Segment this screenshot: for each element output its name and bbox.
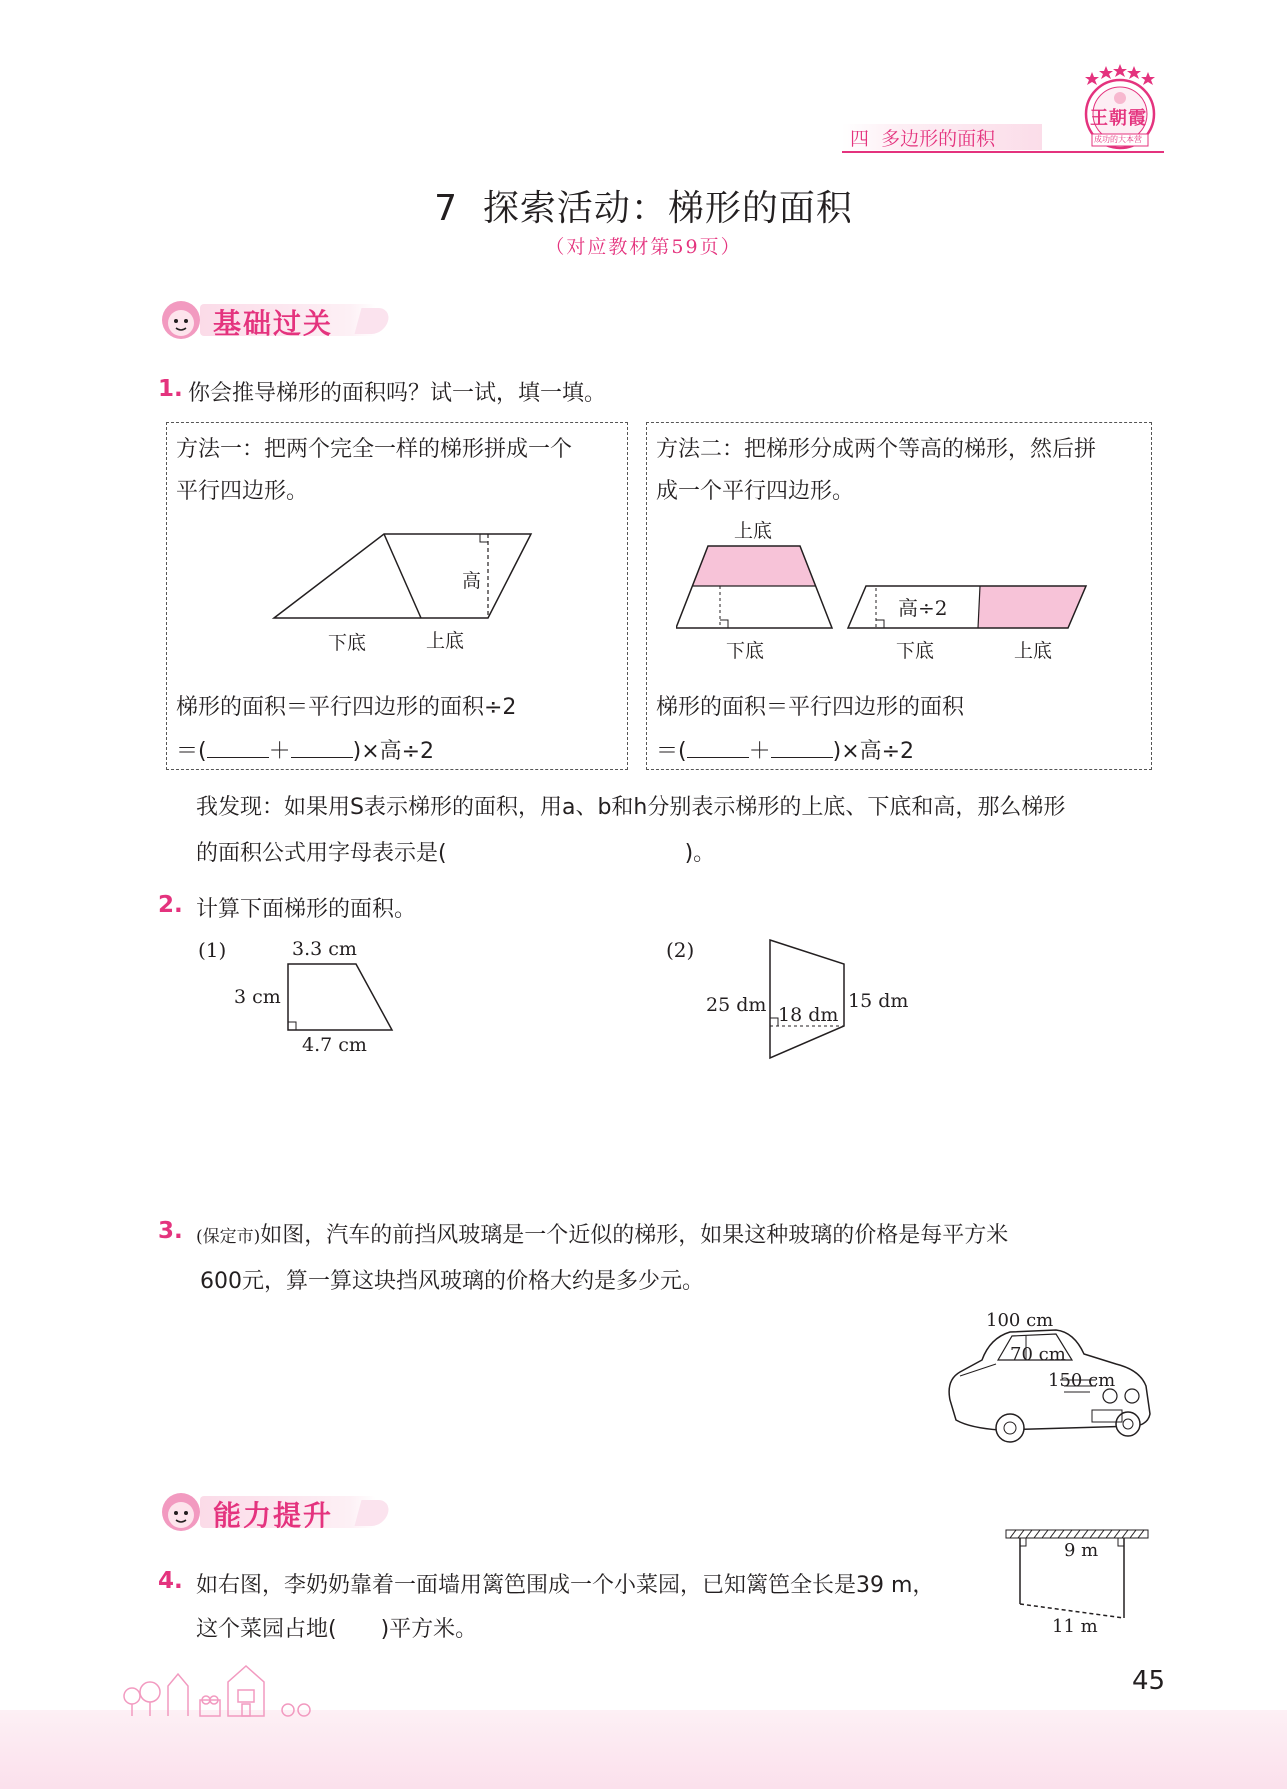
q3-bottom-length: 150 cm — [1048, 1370, 1116, 1391]
footer-decoration-icon — [118, 1656, 328, 1718]
q2-p1-height: 3 cm — [234, 986, 281, 1008]
q4-bottom-length: 11 m — [1052, 1616, 1098, 1637]
formula-plus: ＋ — [268, 739, 291, 764]
method2-trapezoid-figure — [676, 540, 836, 636]
method2-formula1: 梯形的面积＝平行四边形的面积 — [656, 695, 965, 720]
section-title-basic: 基础过关 — [213, 307, 334, 340]
girl-mascot-icon — [158, 1490, 204, 1534]
answer-blank-4[interactable] — [771, 739, 833, 758]
q2-part2-label: (2) — [666, 938, 695, 962]
girl-mascot-icon — [158, 298, 204, 342]
q1-discover-line1: 我发现：如果用S表示梯形的面积，用a、b和h分别表示梯形的上底、下底和高，那么梯形 — [196, 795, 1066, 820]
method2-formula2 — [656, 734, 914, 765]
method2-label-bottom-left: 下底 — [726, 640, 765, 662]
q3-line1 — [196, 1218, 1008, 1249]
q2-p2-left-length: 25 dm — [706, 994, 767, 1016]
answer-blank-1[interactable] — [207, 739, 269, 758]
method2-label-top-right: 上底 — [1014, 640, 1053, 662]
section-title-advanced: 能力提升 — [213, 1499, 334, 1532]
q4-line1: 如右图，李奶奶靠着一面墙用篱笆围成一个小菜园，已知篱笆全长是39 m， — [196, 1573, 935, 1598]
q2-trapezoid-2 — [766, 934, 848, 1062]
q1-text: 你会推导梯形的面积吗？试一试，填一填。 — [188, 381, 607, 406]
publisher-logo — [1072, 62, 1160, 154]
answer-blank-3[interactable] — [687, 739, 749, 758]
q2-number: 2. — [158, 892, 183, 918]
q3-line2: 600元，算一算这块挡风玻璃的价格大约是多少元。 — [200, 1269, 704, 1294]
q2-part1-label: (1) — [198, 938, 227, 962]
q2-p2-height: 18 dm — [778, 1004, 839, 1026]
method2-line1: 方法二：把梯形分成两个等高的梯形，然后拼 — [656, 437, 1097, 462]
method2-parallelogram-figure — [846, 582, 1092, 632]
answer-blank-2[interactable] — [291, 739, 353, 758]
section-banner-basic — [158, 298, 398, 342]
q4-line2: 这个菜园占地( )平方米。 — [196, 1617, 478, 1642]
discover-suffix: )。 — [684, 841, 716, 866]
method2-label-bottom-right: 下底 — [896, 640, 935, 662]
method1-parallelogram-figure — [266, 524, 546, 654]
q3-text: 如图，汽车的前挡风玻璃是一个近似的梯形，如果这种玻璃的价格是每平方米 — [260, 1223, 1009, 1248]
formula-prefix: ＝( — [176, 739, 207, 764]
method1-formula2 — [176, 734, 434, 765]
method1-label-height: 高 — [462, 570, 482, 592]
q1-number: 1. — [158, 376, 183, 402]
method1-formula1: 梯形的面积＝平行四边形的面积÷2 — [176, 695, 517, 720]
section-banner-advanced — [158, 1490, 398, 1534]
method2-line2: 成一个平行四边形。 — [656, 479, 855, 504]
q2-text: 计算下面梯形的面积。 — [196, 897, 417, 922]
q3-number: 3. — [158, 1218, 183, 1244]
method1-line2: 平行四边形。 — [176, 479, 309, 504]
method2-label-top: 上底 — [734, 520, 773, 542]
method1-line1: 方法一：把两个完全一样的梯形拼成一个 — [176, 437, 573, 462]
method2-label-half-height: 高÷2 — [898, 596, 948, 620]
page-number: 45 — [1132, 1666, 1166, 1696]
q2-p1-top-length: 3.3 cm — [292, 938, 357, 960]
q2-p1-bottom-length: 4.7 cm — [302, 1034, 367, 1056]
footer-band — [0, 1710, 1287, 1789]
q4-top-length: 9 m — [1064, 1540, 1099, 1561]
q3-source: (保定市) — [196, 1227, 261, 1247]
method1-label-top: 上底 — [426, 630, 465, 652]
q2-trapezoid-1 — [280, 958, 400, 1034]
method1-label-bottom: 下底 — [328, 632, 367, 654]
page-title: 7 探索活动：梯形的面积 — [434, 188, 853, 229]
logo-text: 王朝霞 — [1090, 108, 1147, 129]
q3-top-length: 100 cm — [986, 1310, 1054, 1331]
formula-suffix: )×高÷2 — [832, 739, 915, 764]
q1-discover-line2 — [196, 836, 715, 867]
formula-prefix: ＝( — [656, 739, 687, 764]
discover-prefix: 的面积公式用字母表示是( — [196, 841, 447, 866]
formula-plus: ＋ — [748, 739, 771, 764]
formula-suffix: )×高÷2 — [352, 739, 435, 764]
logo-subtext: 成功的大本营 — [1094, 135, 1142, 144]
chapter-title: 四 多边形的面积 — [850, 128, 996, 150]
q2-p2-right-length: 15 dm — [848, 990, 909, 1012]
q4-number: 4. — [158, 1568, 183, 1594]
page-subtitle: （对应教材第59页） — [545, 236, 742, 258]
q3-height: 70 cm — [1010, 1344, 1066, 1365]
